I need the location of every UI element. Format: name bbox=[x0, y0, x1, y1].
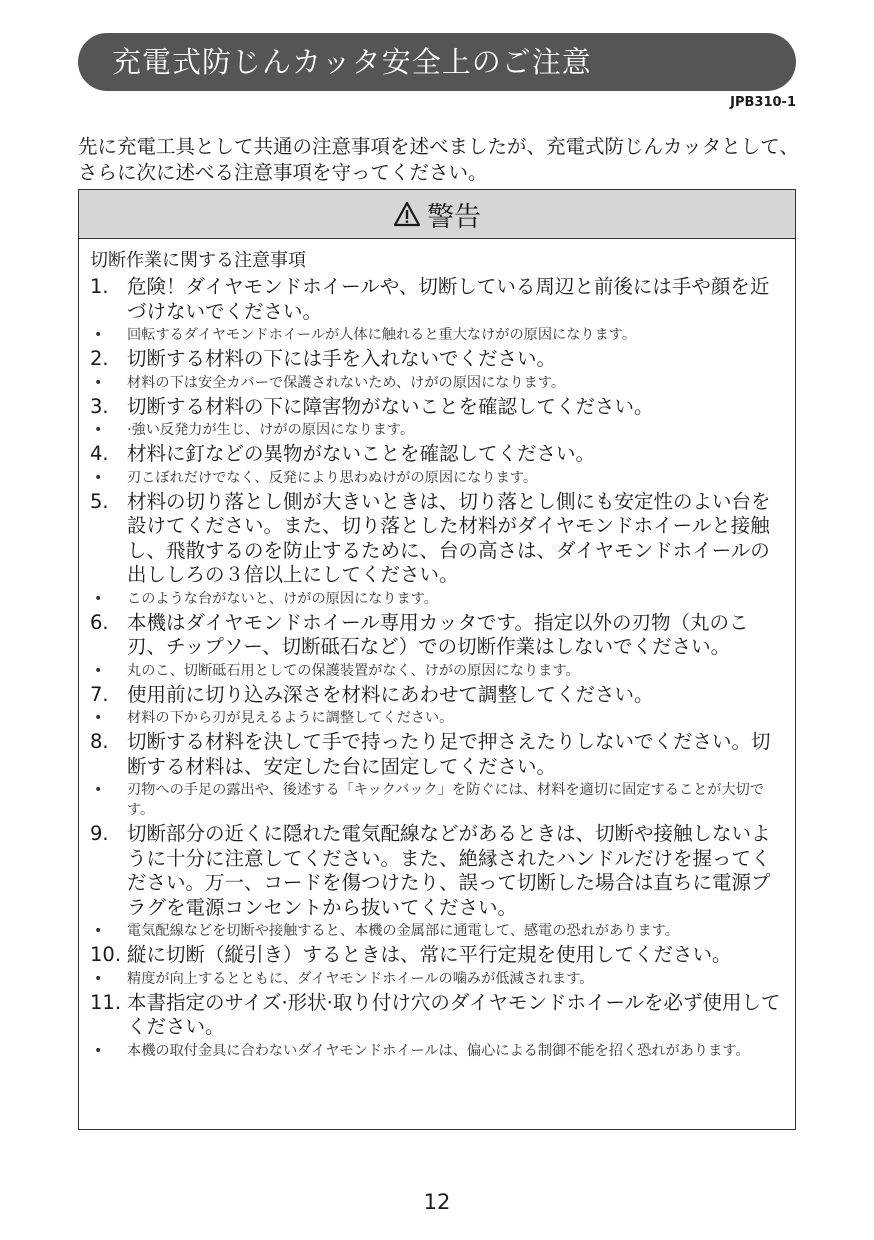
bullet-icon: • bbox=[94, 590, 103, 607]
item-text: 切断する材料の下には手を入れないでください。 bbox=[127, 347, 557, 370]
item-number: 1. bbox=[90, 275, 109, 298]
item-text: 切断する材料を決して手で持ったり足で押さえたりしないでください。切断する材料は、安定した台に固定してください。 bbox=[127, 730, 771, 778]
intro-paragraph: 先に充電工具として共通の注意事項を述べましたが、充電式防じんカッタとして、さらに次に述べる注意事項を守ってください。 bbox=[78, 135, 799, 184]
warning-item bbox=[90, 395, 787, 420]
item-note-text: 丸のこ、切断砥石用としての保護装置がなく、けがの原因になります。 bbox=[127, 662, 580, 679]
item-number: 5. bbox=[90, 489, 109, 513]
warning-items-list bbox=[90, 275, 787, 1061]
warning-box bbox=[78, 189, 796, 1130]
bullet-icon: • bbox=[94, 374, 103, 391]
warning-item bbox=[90, 730, 787, 779]
item-note-text: 材料の下は安全カバーで保護されないため、けがの原因になります。 bbox=[127, 374, 566, 391]
item-text: 材料に釘などの異物がないことを確認してください。 bbox=[127, 442, 596, 465]
bullet-icon: • bbox=[94, 662, 103, 679]
item-number: 11. bbox=[90, 990, 122, 1014]
item-note-text: 精度が向上するとともに、ダイヤモンドホイールの噛みが低減されます。 bbox=[127, 970, 594, 987]
item-note bbox=[90, 780, 787, 820]
item-note-text: 本機の取付金具に合わないダイヤモンドホイールは、偏心による制御不能を招く恐れがあります。 bbox=[127, 1042, 750, 1059]
item-text: 本機はダイヤモンドホイール専用カッタです。指定以外の刃物（丸のこ刃、チップソー、切断砥石など）での切断作業はしないでください。 bbox=[127, 610, 749, 658]
item-number: 2. bbox=[90, 347, 109, 370]
item-number: 8. bbox=[90, 730, 109, 753]
warning-item bbox=[90, 683, 787, 708]
warning-item bbox=[90, 943, 787, 968]
page-number: 12 bbox=[423, 1190, 451, 1214]
item-text: 本書指定のサイズ·形状·取り付け穴のダイヤモンドホイールを必ず使用してください。 bbox=[127, 990, 781, 1038]
item-note-text: 刃こぼれだけでなく、反発により思わぬけがの原因になります。 bbox=[127, 469, 538, 486]
item-note-text: 材料の下から刃が見えるように調整してください。 bbox=[127, 710, 454, 726]
item-note bbox=[90, 420, 787, 440]
warning-heading: 警告 bbox=[427, 201, 481, 233]
item-number: 6. bbox=[90, 610, 109, 634]
warning-item bbox=[90, 991, 787, 1040]
warning-item bbox=[90, 442, 787, 467]
warning-item bbox=[90, 490, 787, 588]
item-note-text: 刃物への手足の露出や、後述する「キックバック」を防ぐには、材料を適切に固定することが大切です。 bbox=[127, 782, 765, 818]
item-note bbox=[90, 661, 787, 681]
warning-body bbox=[79, 239, 795, 1061]
item-number: 4. bbox=[90, 442, 109, 465]
item-note-text: このような台がないと、けがの原因になります。 bbox=[127, 590, 438, 607]
bullet-icon: • bbox=[94, 923, 103, 939]
warning-item bbox=[90, 347, 787, 372]
item-number: 7. bbox=[90, 682, 109, 706]
bullet-icon: • bbox=[94, 422, 103, 438]
item-note-text: ·強い反発力が生じ、けがの原因になります。 bbox=[127, 422, 415, 438]
item-note bbox=[90, 708, 787, 728]
item-text: 危険！ダイヤモンドホイールや、切断している周辺と前後には手や顔を近づけないでください。 bbox=[127, 275, 770, 323]
item-note bbox=[90, 325, 787, 345]
item-note bbox=[90, 921, 787, 941]
item-text: 切断部分の近くに隠れた電気配線などがあるときは、切断や接触しないように十分に注意してください。また、絶縁されたハンドルだけを握ってください。万一、コードを傷つけたり、誤って切断した場合は直ちに電源プラグを電源コンセントから抜いてください。 bbox=[127, 822, 771, 919]
item-note-text: 回転するダイヤモンドホイールが人体に触れると重大なけがの原因になります。 bbox=[127, 327, 637, 343]
item-note bbox=[90, 1041, 787, 1061]
item-text: 切断する材料の下に障害物がないことを確認してください。 bbox=[127, 394, 654, 418]
item-note bbox=[90, 373, 787, 393]
bullet-icon: • bbox=[94, 710, 103, 726]
bullet-icon: • bbox=[94, 469, 103, 486]
warning-header bbox=[79, 190, 795, 239]
item-number: 3. bbox=[90, 394, 109, 418]
item-text: 縦に切断（縦引き）するときは、常に平行定規を使用してください。 bbox=[127, 943, 732, 966]
item-note bbox=[90, 969, 787, 989]
bullet-icon: • bbox=[94, 1042, 103, 1059]
warning-item bbox=[90, 275, 787, 324]
item-number: 10. bbox=[90, 943, 122, 966]
section-title: 切断作業に関する注意事項 bbox=[90, 250, 306, 271]
warning-item bbox=[90, 611, 787, 660]
item-text: 使用前に切り込み深さを材料にあわせて調整してください。 bbox=[127, 682, 654, 706]
bullet-icon: • bbox=[94, 327, 103, 343]
item-note bbox=[90, 468, 787, 488]
bullet-icon: • bbox=[94, 782, 103, 798]
item-number: 9. bbox=[90, 822, 109, 845]
item-text: 材料の切り落とし側が大きいときは、切り落とし側にも安定性のよい台を設けてください。また、切り落とした材料がダイヤモンドホイールと接触し、飛散するのを防止するために、台の高さは、ダイヤモンドホイールの出ししろの３倍以上にしてください。 bbox=[127, 489, 771, 586]
bullet-icon: • bbox=[94, 970, 103, 987]
item-note-text: 電気配線などを切断や接触すると、本機の金属部に通電して、感電の恐れがあります。 bbox=[127, 923, 679, 939]
warning-triangle-icon bbox=[393, 201, 421, 227]
page-title: 充電式防じんカッタ安全上のご注意 bbox=[78, 33, 796, 91]
item-note bbox=[90, 589, 787, 609]
warning-item bbox=[90, 822, 787, 920]
document-code: JPB310-1 bbox=[730, 95, 796, 110]
